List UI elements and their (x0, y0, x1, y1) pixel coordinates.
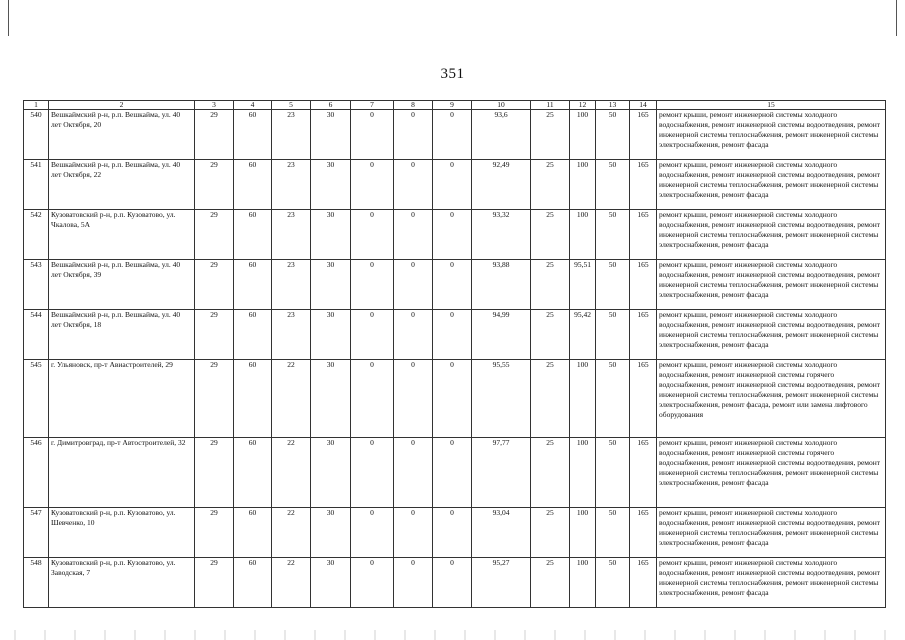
value-cell: 0 (433, 438, 472, 508)
value-cell: 29 (195, 508, 234, 558)
value-cell: 50 (596, 508, 630, 558)
value-cell: 25 (531, 438, 570, 508)
value-cell: 93,88 (472, 260, 531, 310)
value-cell: 30 (311, 110, 351, 160)
scan-edge (0, 630, 905, 640)
value-cell: 29 (195, 558, 234, 608)
value-cell: 29 (195, 438, 234, 508)
row-number: 547 (24, 508, 49, 558)
value-cell: 165 (630, 210, 657, 260)
value-cell: 165 (630, 110, 657, 160)
works-cell: ремонт крыши, ремонт инженерной системы холодного водоснабжения, ремонт инженерной системы водоотведения, ремонт инженерной системы теплоснабжения, ремонт инженерной системы электроснабжения, ремонт фасада (657, 508, 886, 558)
column-header: 10 (472, 101, 531, 110)
value-cell: 0 (433, 110, 472, 160)
column-header: 2 (49, 101, 195, 110)
address-cell: Кузоватовский р-н, р.п. Кузоватово, ул. Шевченко, 10 (49, 508, 195, 558)
value-cell: 165 (630, 160, 657, 210)
column-header: 9 (433, 101, 472, 110)
value-cell: 100 (570, 110, 596, 160)
value-cell: 29 (195, 260, 234, 310)
value-cell: 0 (433, 210, 472, 260)
column-header: 3 (195, 101, 234, 110)
value-cell: 30 (311, 558, 351, 608)
value-cell: 165 (630, 310, 657, 360)
value-cell: 60 (234, 210, 272, 260)
row-number: 542 (24, 210, 49, 260)
value-cell: 0 (394, 438, 433, 508)
value-cell: 0 (351, 438, 394, 508)
value-cell: 165 (630, 438, 657, 508)
table-row (24, 110, 886, 160)
value-cell: 50 (596, 310, 630, 360)
value-cell: 30 (311, 210, 351, 260)
value-cell: 30 (311, 508, 351, 558)
value-cell: 25 (531, 508, 570, 558)
value-cell: 30 (311, 438, 351, 508)
row-number: 545 (24, 360, 49, 438)
row-number: 546 (24, 438, 49, 508)
value-cell: 0 (351, 310, 394, 360)
value-cell: 0 (394, 360, 433, 438)
value-cell: 30 (311, 360, 351, 438)
value-cell: 0 (351, 110, 394, 160)
value-cell: 0 (433, 160, 472, 210)
value-cell: 100 (570, 160, 596, 210)
column-header: 11 (531, 101, 570, 110)
value-cell: 29 (195, 310, 234, 360)
value-cell: 25 (531, 558, 570, 608)
value-cell: 0 (351, 210, 394, 260)
value-cell: 50 (596, 360, 630, 438)
value-cell: 165 (630, 558, 657, 608)
column-number-row (24, 101, 886, 110)
value-cell: 60 (234, 260, 272, 310)
value-cell: 95,27 (472, 558, 531, 608)
value-cell: 50 (596, 110, 630, 160)
value-cell: 95,42 (570, 310, 596, 360)
previous-page-border (8, 0, 897, 36)
value-cell: 165 (630, 360, 657, 438)
value-cell: 29 (195, 210, 234, 260)
value-cell: 0 (394, 260, 433, 310)
works-cell: ремонт крыши, ремонт инженерной системы холодного водоснабжения, ремонт инженерной системы водоотведения, ремонт инженерной системы теплоснабжения, ремонт инженерной системы электроснабжения, ремонт фасада (657, 260, 886, 310)
value-cell: 25 (531, 110, 570, 160)
value-cell: 60 (234, 558, 272, 608)
value-cell: 30 (311, 260, 351, 310)
value-cell: 50 (596, 558, 630, 608)
value-cell: 50 (596, 160, 630, 210)
value-cell: 50 (596, 210, 630, 260)
value-cell: 100 (570, 210, 596, 260)
address-cell: г. Ульяновск, пр-т Авиастроителей, 29 (49, 360, 195, 438)
value-cell: 0 (433, 508, 472, 558)
value-cell: 100 (570, 438, 596, 508)
value-cell: 0 (351, 558, 394, 608)
value-cell: 0 (394, 210, 433, 260)
value-cell: 23 (272, 210, 311, 260)
value-cell: 23 (272, 310, 311, 360)
value-cell: 50 (596, 260, 630, 310)
table-row (24, 558, 886, 608)
value-cell: 25 (531, 260, 570, 310)
value-cell: 22 (272, 508, 311, 558)
value-cell: 60 (234, 160, 272, 210)
address-cell: г. Димитровград, пр-т Автостроителей, 32 (49, 438, 195, 508)
works-cell: ремонт крыши, ремонт инженерной системы холодного водоснабжения, ремонт инженерной системы водоотведения, ремонт инженерной системы теплоснабжения, ремонт инженерной системы электроснабжения, ремонт фасада (657, 160, 886, 210)
works-cell: ремонт крыши, ремонт инженерной системы холодного водоснабжения, ремонт инженерной системы водоотведения, ремонт инженерной системы теплоснабжения, ремонт инженерной системы электроснабжения, ремонт фасада (657, 310, 886, 360)
value-cell: 23 (272, 260, 311, 310)
value-cell: 0 (394, 508, 433, 558)
table-row (24, 160, 886, 210)
value-cell: 165 (630, 260, 657, 310)
value-cell: 25 (531, 360, 570, 438)
value-cell: 0 (433, 360, 472, 438)
page-number: 351 (440, 66, 465, 82)
value-cell: 97,77 (472, 438, 531, 508)
row-number: 544 (24, 310, 49, 360)
row-number: 541 (24, 160, 49, 210)
column-header: 4 (234, 101, 272, 110)
row-number: 548 (24, 558, 49, 608)
address-cell: Вешкаймский р-н, р.п. Вешкайма, ул. 40 лет Октября, 22 (49, 160, 195, 210)
value-cell: 50 (596, 438, 630, 508)
works-cell: ремонт крыши, ремонт инженерной системы холодного водоснабжения, ремонт инженерной системы горячего водоснабжения, ремонт инженерной системы водоотведения, ремонт инженерной системы теплоснабжения, ремонт инженерной системы электроснабжения, ремонт фасада, ремонт или замена лифтового оборудования (657, 360, 886, 438)
value-cell: 25 (531, 310, 570, 360)
value-cell: 60 (234, 360, 272, 438)
table-row (24, 210, 886, 260)
address-cell: Кузоватовский р-н, р.п. Кузоватово, ул. Чкалова, 5А (49, 210, 195, 260)
value-cell: 95,51 (570, 260, 596, 310)
value-cell: 165 (630, 508, 657, 558)
value-cell: 0 (433, 558, 472, 608)
value-cell: 60 (234, 110, 272, 160)
works-cell: ремонт крыши, ремонт инженерной системы холодного водоснабжения, ремонт инженерной системы горячего водоснабжения, ремонт инженерной системы водоотведения, ремонт инженерной системы теплоснабжения, ремонт инженерной системы электроснабжения, ремонт фасада (657, 438, 886, 508)
value-cell: 0 (351, 260, 394, 310)
value-cell: 0 (394, 310, 433, 360)
works-cell: ремонт крыши, ремонт инженерной системы холодного водоснабжения, ремонт инженерной системы водоотведения, ремонт инженерной системы теплоснабжения, ремонт инженерной системы электроснабжения, ремонт фасада (657, 558, 886, 608)
value-cell: 0 (394, 558, 433, 608)
value-cell: 29 (195, 360, 234, 438)
value-cell: 25 (531, 210, 570, 260)
column-header: 7 (351, 101, 394, 110)
value-cell: 92,49 (472, 160, 531, 210)
value-cell: 0 (433, 260, 472, 310)
value-cell: 100 (570, 360, 596, 438)
value-cell: 29 (195, 110, 234, 160)
column-header: 5 (272, 101, 311, 110)
address-cell: Вешкаймский р-н, р.п. Вешкайма, ул. 40 лет Октября, 18 (49, 310, 195, 360)
value-cell: 23 (272, 110, 311, 160)
table-row (24, 360, 886, 438)
value-cell: 93,32 (472, 210, 531, 260)
value-cell: 93,6 (472, 110, 531, 160)
column-header: 15 (657, 101, 886, 110)
value-cell: 0 (351, 360, 394, 438)
table-row (24, 508, 886, 558)
address-cell: Вешкаймский р-н, р.п. Вешкайма, ул. 40 лет Октября, 39 (49, 260, 195, 310)
value-cell: 25 (531, 160, 570, 210)
address-cell: Кузоватовский р-н, р.п. Кузоватово, ул. Заводская, 7 (49, 558, 195, 608)
row-number: 543 (24, 260, 49, 310)
row-number: 540 (24, 110, 49, 160)
value-cell: 30 (311, 310, 351, 360)
works-cell: ремонт крыши, ремонт инженерной системы холодного водоснабжения, ремонт инженерной системы водоотведения, ремонт инженерной системы теплоснабжения, ремонт инженерной системы электроснабжения, ремонт фасада (657, 110, 886, 160)
value-cell: 22 (272, 438, 311, 508)
table-row (24, 438, 886, 508)
value-cell: 0 (351, 160, 394, 210)
value-cell: 0 (433, 310, 472, 360)
works-cell: ремонт крыши, ремонт инженерной системы холодного водоснабжения, ремонт инженерной системы водоотведения, ремонт инженерной системы теплоснабжения, ремонт инженерной системы электроснабжения, ремонт фасада (657, 210, 886, 260)
table-row (24, 310, 886, 360)
value-cell: 100 (570, 508, 596, 558)
column-header: 13 (596, 101, 630, 110)
value-cell: 22 (272, 360, 311, 438)
column-header: 14 (630, 101, 657, 110)
value-cell: 60 (234, 310, 272, 360)
value-cell: 0 (394, 160, 433, 210)
table-row (24, 260, 886, 310)
value-cell: 95,55 (472, 360, 531, 438)
value-cell: 93,04 (472, 508, 531, 558)
value-cell: 29 (195, 160, 234, 210)
value-cell: 23 (272, 160, 311, 210)
value-cell: 0 (351, 508, 394, 558)
value-cell: 60 (234, 438, 272, 508)
column-header: 6 (311, 101, 351, 110)
address-cell: Вешкаймский р-н, р.п. Вешкайма, ул. 40 лет Октября, 20 (49, 110, 195, 160)
value-cell: 30 (311, 160, 351, 210)
value-cell: 60 (234, 508, 272, 558)
column-header: 8 (394, 101, 433, 110)
column-header: 12 (570, 101, 596, 110)
value-cell: 0 (394, 110, 433, 160)
value-cell: 100 (570, 558, 596, 608)
value-cell: 94,99 (472, 310, 531, 360)
value-cell: 22 (272, 558, 311, 608)
capital-repair-table (23, 100, 886, 608)
column-header: 1 (24, 101, 49, 110)
